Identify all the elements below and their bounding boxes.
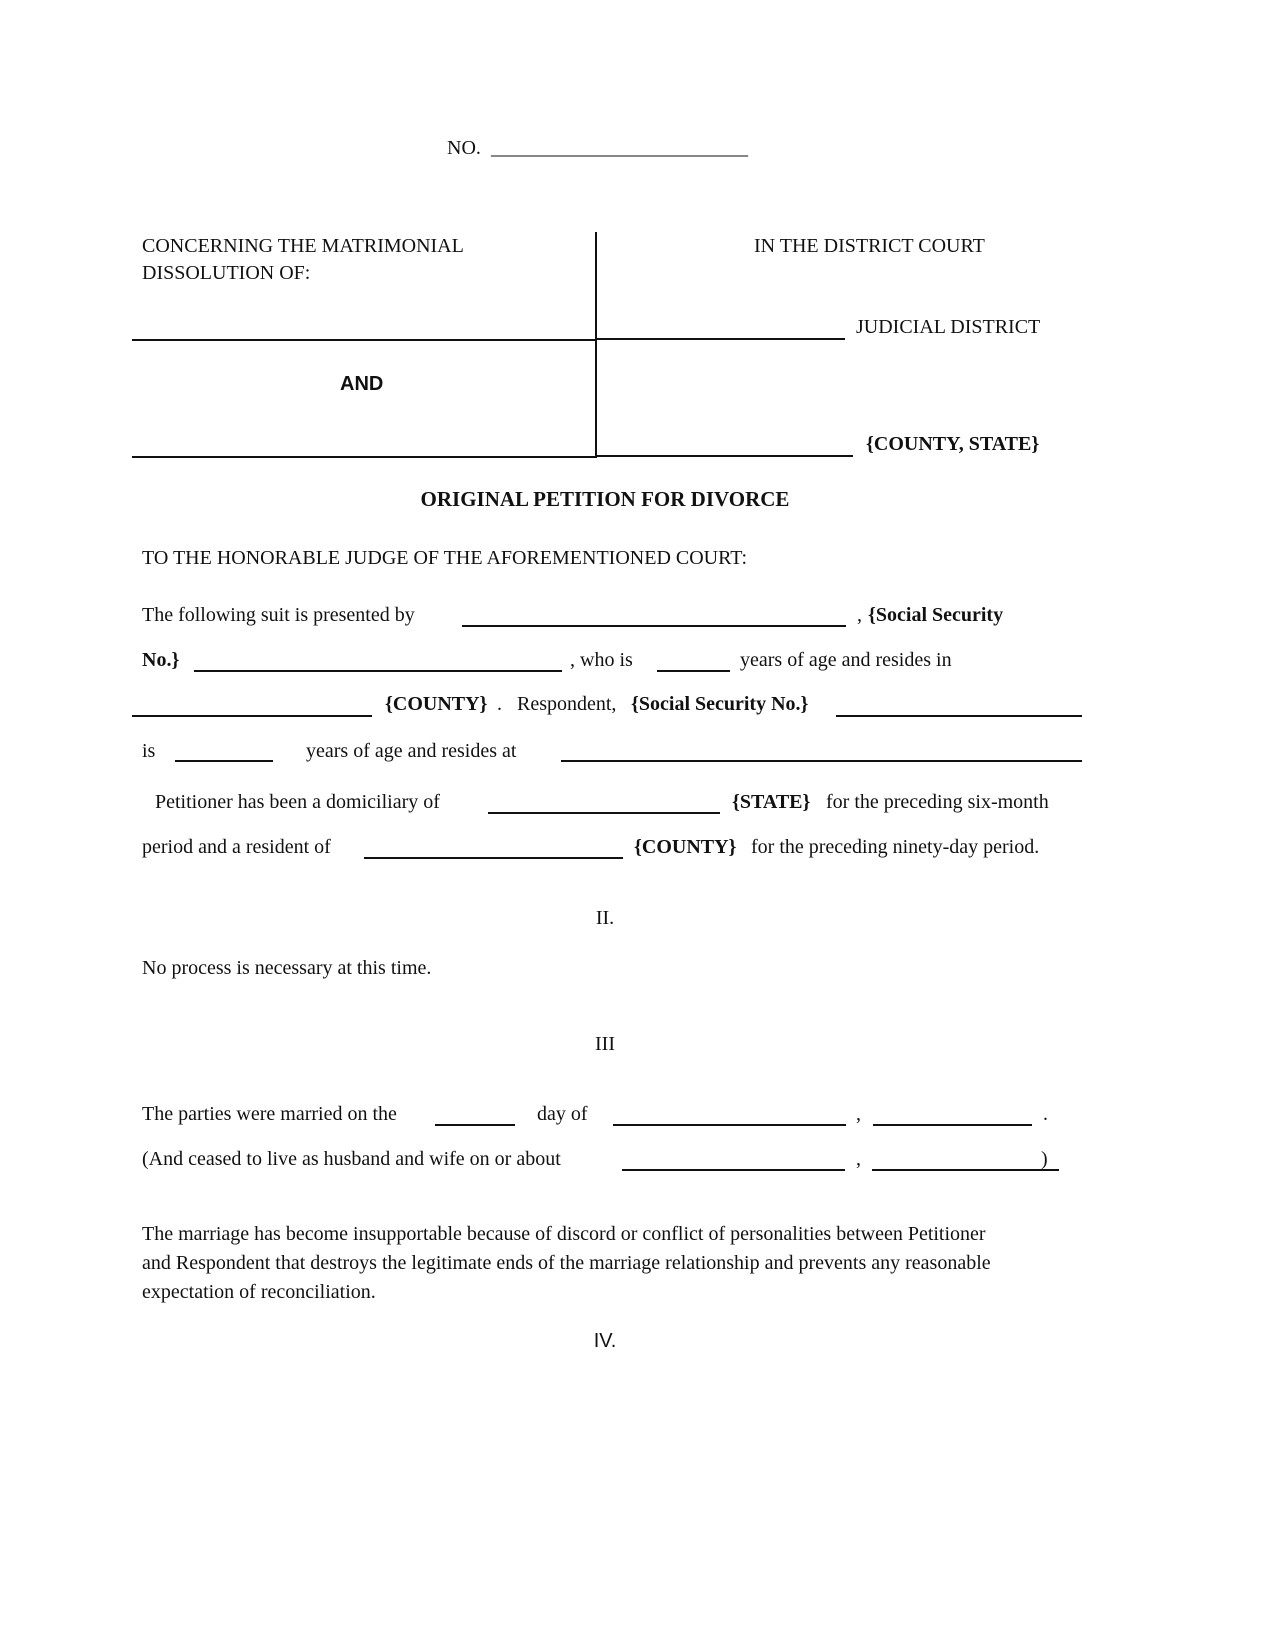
petitioner-ssn-label: {Social Security	[868, 604, 1004, 626]
respondent-label: Respondent,	[517, 693, 617, 715]
county-state-blank[interactable]	[597, 455, 853, 457]
caption-left-line2: DISSOLUTION OF:	[142, 262, 311, 284]
county-placeholder-2: {COUNTY}	[634, 836, 737, 858]
domiciliary-text: Petitioner has been a domiciliary of	[155, 791, 440, 813]
resides-at-text: years of age and resides at	[306, 740, 517, 762]
section-3-heading: III	[595, 1033, 615, 1055]
period: .	[1043, 1103, 1048, 1125]
section-2-heading: II.	[595, 907, 615, 929]
caption-and: AND	[340, 373, 384, 395]
ceased-text: (And ceased to live as husband and wife on or about	[142, 1148, 561, 1170]
petitioner-county-blank[interactable]	[132, 715, 372, 717]
respondent-age-blank[interactable]	[175, 760, 273, 762]
ninety-day-text: for the preceding ninety-day period.	[751, 836, 1040, 858]
state-placeholder: {STATE}	[732, 791, 811, 813]
close-paren: )	[1041, 1148, 1048, 1170]
married-text: The parties were married on the	[142, 1103, 397, 1125]
separation-year-blank[interactable]	[872, 1169, 1059, 1171]
marriage-day-blank[interactable]	[435, 1124, 515, 1126]
marriage-month-blank[interactable]	[613, 1124, 846, 1126]
respondent-address-blank[interactable]	[561, 760, 1082, 762]
petitioner-name-blank[interactable]	[462, 625, 846, 627]
petitioner-intro-text: The following suit is presented by	[142, 604, 415, 626]
comma: ,	[856, 1148, 861, 1170]
document-title: ORIGINAL PETITION FOR DIVORCE	[420, 487, 790, 511]
caption-left-line1: CONCERNING THE MATRIMONIAL	[142, 235, 464, 257]
marriage-year-blank[interactable]	[873, 1124, 1032, 1126]
respondent-ssn-blank[interactable]	[836, 715, 1082, 717]
caption-court: IN THE DISTRICT COURT	[754, 235, 985, 257]
day-of-text: day of	[537, 1103, 588, 1125]
who-is-text: , who is	[570, 649, 633, 671]
caption-divider	[595, 232, 597, 458]
county-placeholder: {COUNTY}	[385, 693, 488, 715]
comma: ,	[856, 1103, 861, 1125]
domicile-state-blank[interactable]	[488, 812, 720, 814]
section-2-text: No process is necessary at this time.	[142, 957, 432, 979]
resides-in-text: years of age and resides in	[740, 649, 952, 671]
respondent-name-line[interactable]	[132, 456, 597, 458]
six-month-text: for the preceding six-month	[826, 791, 1049, 813]
separation-date-blank[interactable]	[622, 1169, 845, 1171]
is-text: is	[142, 740, 156, 762]
salutation: TO THE HONORABLE JUDGE OF THE AFOREMENTIONED COURT:	[142, 547, 748, 569]
respondent-ssn-label: {Social Security No.}	[631, 693, 809, 715]
case-number-label: NO.	[447, 137, 481, 159]
section-4-heading: IV.	[593, 1330, 617, 1352]
resident-text: period and a resident of	[142, 836, 331, 858]
comma: ,	[857, 604, 862, 626]
insupportable-line3: expectation of reconciliation.	[142, 1281, 376, 1303]
petitioner-age-blank[interactable]	[657, 670, 730, 672]
resident-county-blank[interactable]	[364, 857, 623, 859]
period: .	[497, 693, 502, 715]
petitioner-name-line[interactable]	[132, 339, 597, 341]
case-number-field[interactable]: ___________________________	[491, 137, 748, 159]
insupportable-line2: and Respondent that destroys the legitimate ends of the marriage relationship and prevents any reasonable	[142, 1252, 991, 1274]
petitioner-ssn-blank[interactable]	[194, 670, 562, 672]
insupportable-line1: The marriage has become insupportable because of discord or conflict of personalities between Petitioner	[142, 1223, 986, 1245]
petitioner-ssn-label-cont: No.}	[142, 649, 180, 671]
caption-judicial-district: JUDICIAL DISTRICT	[856, 316, 1041, 338]
judicial-district-blank[interactable]	[597, 338, 845, 340]
caption-county-state: {COUNTY, STATE}	[866, 433, 1040, 455]
